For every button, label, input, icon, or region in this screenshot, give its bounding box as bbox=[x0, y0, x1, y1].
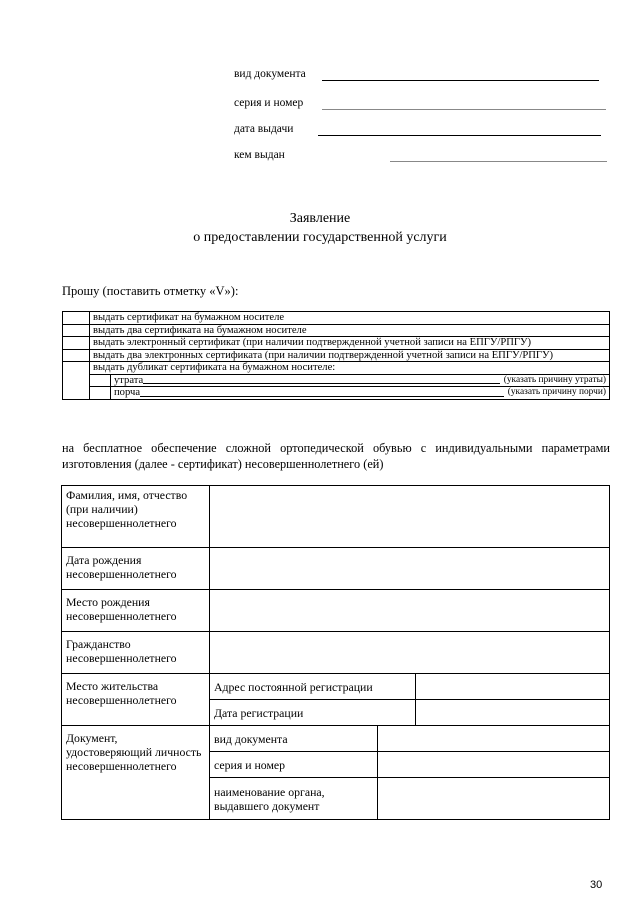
citizenship-input[interactable] bbox=[210, 632, 610, 674]
document-subtitle: о предоставлении государственной услуги bbox=[193, 230, 447, 245]
issue-date-label: дата выдачи bbox=[234, 123, 294, 135]
reason-row bbox=[63, 387, 610, 400]
doc-type-label: вид документа bbox=[210, 726, 378, 752]
birth-date-input[interactable] bbox=[210, 548, 610, 590]
option-checkbox-paper[interactable] bbox=[63, 312, 90, 325]
option-checkbox-two-electronic[interactable] bbox=[63, 349, 90, 362]
option-checkbox-two-paper[interactable] bbox=[63, 324, 90, 337]
birth-place-label: Место рождения несовершеннолетнего bbox=[62, 590, 210, 632]
document-title: Заявление bbox=[289, 211, 351, 226]
reason-loss-field[interactable] bbox=[143, 375, 500, 385]
reason-damage-field[interactable] bbox=[140, 387, 504, 397]
option-label: выдать электронный сертификат (при наличии подтвержденной учетной записи на ЕПГУ/РПГУ) bbox=[90, 337, 610, 350]
doc-series-input[interactable] bbox=[378, 752, 610, 778]
intro-text bbox=[62, 440, 610, 472]
table-row bbox=[62, 674, 610, 700]
option-row bbox=[63, 312, 610, 325]
doc-type-input[interactable] bbox=[378, 726, 610, 752]
option-row bbox=[63, 337, 610, 350]
intro-line-1: на бесплатное обеспечение сложной ортопедической обувью с индивидуальными параметрами bbox=[62, 441, 610, 455]
option-checkbox-duplicate[interactable] bbox=[63, 362, 90, 400]
page-number: 30 bbox=[590, 879, 603, 891]
reason-damage-label: порча bbox=[114, 387, 508, 399]
reason-loss-hint: (указать причину утраты) bbox=[503, 374, 606, 385]
reason-damage-hint: (указать причину порчи) bbox=[507, 387, 606, 397]
reg-date-input[interactable] bbox=[416, 700, 610, 726]
option-label: выдать дубликат сертификата на бумажном носителе: bbox=[90, 362, 610, 375]
doc-type-field[interactable] bbox=[322, 80, 599, 81]
fio-label: Фамилия, имя, отчество (при наличии) несовершеннолетнего bbox=[62, 486, 210, 548]
doc-series-label: серия и номер bbox=[210, 752, 378, 778]
options-table bbox=[62, 311, 610, 400]
series-number-field[interactable] bbox=[322, 109, 606, 110]
table-row bbox=[62, 486, 610, 548]
table-row bbox=[62, 632, 610, 674]
reason-checkbox-loss[interactable] bbox=[90, 374, 111, 387]
minor-info-table bbox=[61, 485, 610, 820]
reason-loss-label: утрата bbox=[114, 375, 504, 387]
reg-date-label: Дата регистрации bbox=[210, 700, 416, 726]
citizenship-label: Гражданство несовершеннолетнего bbox=[62, 632, 210, 674]
reg-address-input[interactable] bbox=[416, 674, 610, 700]
birth-place-input[interactable] bbox=[210, 590, 610, 632]
option-label: выдать два электронных сертификата (при наличии подтвержденной учетной записи на ЕПГУ/РПГУ) bbox=[90, 349, 610, 362]
table-row bbox=[62, 726, 610, 752]
reg-address-label: Адрес постоянной регистрации bbox=[210, 674, 416, 700]
doc-issuer-label: наименование органа, выдавшего документ bbox=[210, 778, 378, 820]
doc-type-label: вид документа bbox=[234, 68, 306, 80]
reason-cell bbox=[111, 387, 610, 400]
table-row bbox=[62, 590, 610, 632]
reason-checkbox-damage[interactable] bbox=[90, 387, 111, 400]
option-label: выдать два сертификата на бумажном носителе bbox=[90, 324, 610, 337]
issued-by-label: кем выдан bbox=[234, 149, 285, 161]
reason-cell bbox=[111, 374, 610, 387]
table-row bbox=[62, 548, 610, 590]
series-number-label: серия и номер bbox=[234, 97, 304, 109]
birth-date-label: Дата рождения несовершеннолетнего bbox=[62, 548, 210, 590]
intro-line-2: изготовления (далее - сертификат) несовершеннолетнего (ей) bbox=[62, 457, 384, 471]
reason-row bbox=[63, 374, 610, 387]
issue-date-field[interactable] bbox=[318, 135, 601, 136]
option-label: выдать сертификат на бумажном носителе bbox=[90, 312, 610, 325]
option-checkbox-electronic[interactable] bbox=[63, 337, 90, 350]
option-row bbox=[63, 324, 610, 337]
option-row bbox=[63, 362, 610, 375]
fio-input[interactable] bbox=[210, 486, 610, 548]
doc-issuer-input[interactable] bbox=[378, 778, 610, 820]
request-prompt: Прошу (поставить отметку «V»): bbox=[62, 284, 239, 298]
issued-by-field[interactable] bbox=[390, 161, 607, 162]
id-doc-label: Документ, удостоверяющий личность несовершеннолетнего bbox=[62, 726, 210, 820]
residence-label: Место жительства несовершеннолетнего bbox=[62, 674, 210, 726]
option-row bbox=[63, 349, 610, 362]
